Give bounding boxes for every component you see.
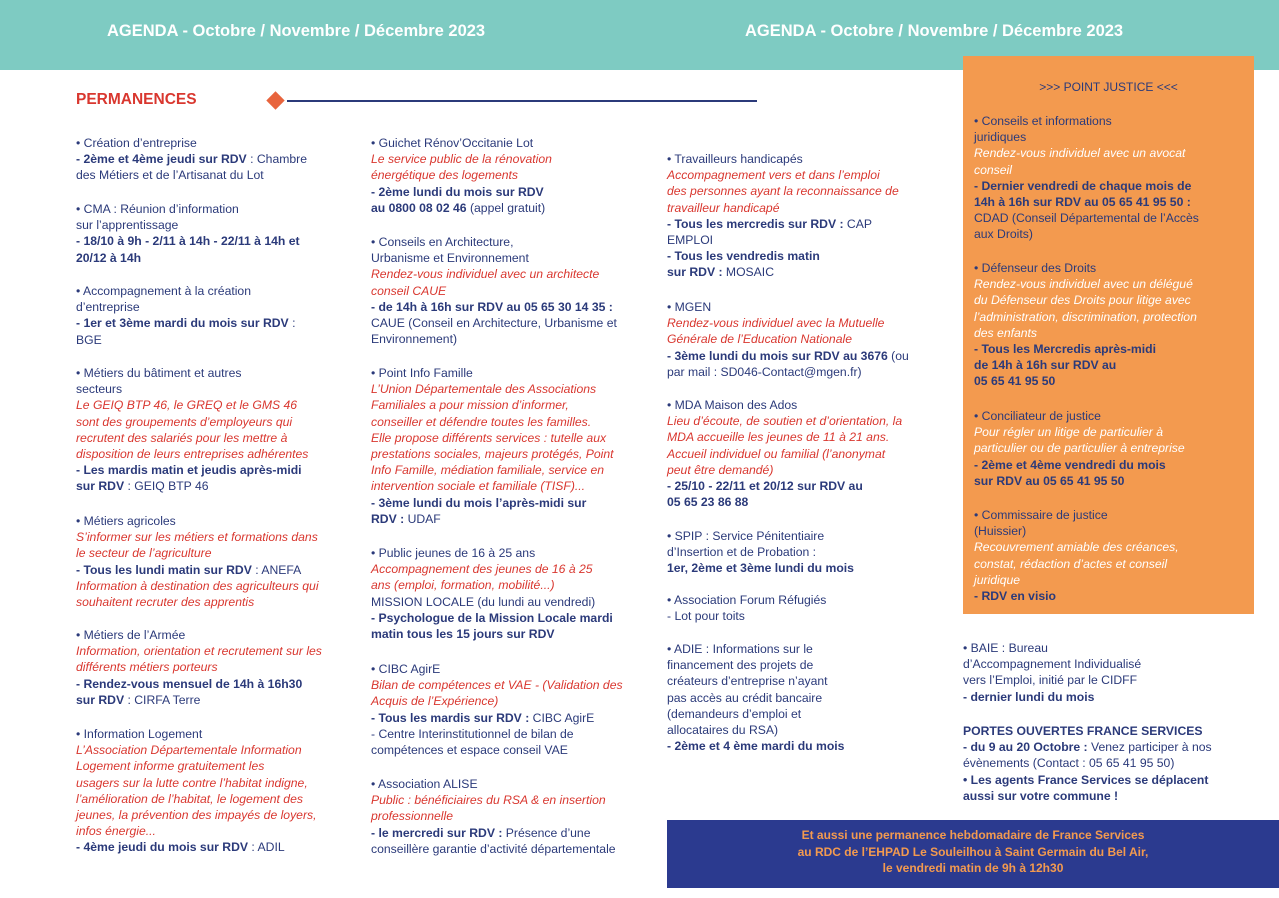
text-line: • ADIE : Informations sur le	[667, 642, 813, 656]
text-line: - Dernier vendredi de chaque mois de	[974, 178, 1192, 193]
entry-block	[667, 299, 909, 380]
entry-block	[76, 365, 308, 495]
text-line: professionnelle	[371, 809, 453, 824]
text-line: jeunes, la prévention des impayés de loyers,	[76, 808, 317, 823]
entry-block	[667, 641, 844, 754]
text-line: L’Association Départementale Information	[76, 743, 302, 758]
text-line: • MDA Maison des Ados	[667, 398, 798, 412]
text-line: • Accompagnement à la création	[76, 284, 251, 298]
text-line: • Métiers du bâtiment et autres	[76, 366, 242, 380]
plain-text: : GEIQ BTP 46	[124, 479, 209, 494]
text-line: sur l’apprentissage	[76, 218, 179, 233]
text-line: 1er, 2ème et 3ème lundi du mois	[667, 561, 854, 576]
text-line: (Huissier)	[974, 524, 1027, 539]
text-line: Information, orientation et recrutement sur les	[76, 644, 322, 659]
plain-text: : ANEFA	[251, 562, 302, 577]
footer-line: au RDC de l’EHPAD Le Souleilhou à Saint Germain du Bel Air,	[797, 844, 1149, 859]
text-line	[667, 216, 899, 232]
text-line: évènements (Contact : 05 65 41 95 50)	[963, 756, 1175, 771]
entry-block	[76, 726, 317, 856]
text-line: Accueil individuel ou familial (l’anonymat	[667, 446, 886, 461]
entry-block	[667, 528, 854, 577]
text-line: BGE	[76, 332, 102, 347]
text-line: • Association Forum Réfugiés	[667, 593, 827, 607]
text-line: • Conseils en Architecture,	[371, 235, 514, 249]
text-line	[76, 692, 322, 708]
entry-block	[974, 113, 1249, 243]
text-line: - RDV en visio	[974, 589, 1056, 604]
entry-block	[76, 135, 307, 184]
text-line: constat, rédaction d’actes et conseil	[974, 556, 1168, 571]
text-line: Rendez-vous individuel avec un avocat	[974, 146, 1186, 161]
text-line: EMPLOI	[667, 233, 714, 248]
text-line: des enfants	[974, 325, 1038, 340]
bold-text: - Tous les mercredis sur RDV :	[667, 216, 844, 231]
text-line: l’administration, discrimination, protection	[974, 309, 1197, 324]
text-line: • Association ALISE	[371, 777, 478, 791]
text-line: • Conciliateur de justice	[974, 409, 1101, 423]
text-line	[667, 264, 899, 280]
text-line: recrutent des salariés pour les mettre à	[76, 430, 288, 445]
bold-text: - Tous les mardis sur RDV :	[371, 710, 530, 725]
bold-text: - Tous les lundi matin sur RDV	[76, 562, 252, 577]
entry-block	[371, 661, 623, 758]
text-line	[371, 511, 614, 527]
entry-block	[371, 365, 614, 527]
text-line: Acquis de l’Expérience)	[371, 694, 499, 709]
text-line: - 2ème lundi du mois sur RDV	[371, 184, 544, 199]
plain-text: :	[288, 316, 296, 331]
text-line: - 2ème et 4ème vendredi du mois	[974, 457, 1166, 472]
text-line: • Point Info Famille	[371, 366, 473, 380]
text-line: • Création d’entreprise	[76, 136, 197, 150]
text-line	[963, 739, 1212, 755]
text-line	[371, 825, 616, 841]
text-line: Urbanisme et Environnement	[371, 251, 529, 266]
text-line: Générale de l’Education Nationale	[667, 332, 852, 347]
text-line: - Tous les Mercredis après-midi	[974, 342, 1156, 357]
bold-text: - 4ème jeudi du mois sur RDV	[76, 840, 249, 855]
entry-block	[76, 283, 295, 348]
header-title-left: AGENDA - Octobre / Novembre / Décembre 2023	[107, 22, 486, 40]
text-line: pas accès au crédit bancaire	[667, 690, 823, 705]
text-line: Rendez-vous individuel avec un délégué	[974, 277, 1193, 292]
text-line: - Psychologue de la Mission Locale mardi	[371, 610, 613, 625]
text-line: créateurs d’entreprise n’ayant	[667, 674, 828, 689]
text-line: conseil	[974, 162, 1012, 177]
text-line: Elle propose différents services : tutelle aux	[371, 430, 607, 445]
text-line: • Information Logement	[76, 727, 203, 741]
text-line: • Métiers agricoles	[76, 514, 176, 528]
plain-text: UDAF	[404, 511, 441, 526]
text-line: - 18/10 à 9h - 2/11 à 14h - 22/11 à 14h et	[76, 234, 300, 249]
text-line: Lieu d’écoute, de soutien et d’orientation, la	[667, 414, 903, 429]
text-line: Accompagnement vers et dans l’emploi	[667, 168, 880, 183]
entry-block	[667, 592, 826, 624]
text-line: allocataires du RSA)	[667, 723, 779, 738]
text-line: énergétique des logements	[371, 168, 519, 183]
section-divider	[287, 100, 757, 102]
text-line: MDA accueille les jeunes de 11 à 21 ans.	[667, 430, 890, 445]
text-line	[667, 348, 909, 364]
bold-text: - 2ème et 4ème jeudi sur RDV	[76, 152, 247, 167]
entry-block	[76, 513, 319, 610]
entry-block	[974, 260, 1249, 390]
text-line: Pour régler un litige de particulier à	[974, 425, 1164, 440]
text-line: le secteur de l’agriculture	[76, 546, 212, 561]
text-line: Le GEIQ BTP 46, le GREQ et le GMS 46	[76, 398, 298, 413]
bold-text: sur RDV	[76, 692, 125, 707]
plain-text: Présence d’une	[502, 825, 591, 840]
text-line: • CIBC AgirE	[371, 662, 441, 676]
text-line	[76, 562, 319, 578]
text-line: par mail : SD046-Contact@mgen.fr)	[667, 364, 862, 379]
text-line: 20/12 à 14h	[76, 250, 142, 265]
plain-text: (appel gratuit)	[466, 200, 546, 215]
footer-line: Et aussi une permanence hebdomadaire de France Services	[801, 828, 1145, 842]
text-line: d’Insertion et de Probation :	[667, 545, 817, 560]
point-justice-panel	[963, 56, 1254, 614]
footer-line: le vendredi matin de 9h à 12h30	[882, 861, 1064, 875]
text-line: des personnes ayant la reconnaissance de	[667, 184, 899, 199]
text-line: - 3ème lundi du mois l’après-midi sur	[371, 495, 587, 510]
text-line: - 25/10 - 22/11 et 20/12 sur RDV au	[667, 479, 863, 494]
text-line: • SPIP : Service Pénitentiaire	[667, 529, 825, 543]
text-line: - Les mardis matin et jeudis après-midi	[76, 463, 302, 478]
text-line: • Métiers de l’Armée	[76, 628, 186, 642]
text-line: particulier ou de particulier à entreprise	[974, 441, 1185, 456]
text-line: différents métiers porteurs	[76, 660, 218, 675]
bold-text: - le mercredi sur RDV :	[371, 825, 503, 840]
footer-banner	[667, 820, 1279, 888]
text-line: CDAD (Conseil Départemental de l’Accès	[974, 211, 1199, 226]
text-line: • CMA : Réunion d’information	[76, 202, 239, 216]
text-line: Information à destination des agriculteurs qui	[76, 578, 319, 593]
text-line: Rendez-vous individuel avec la Mutuelle	[667, 316, 885, 331]
text-line	[371, 200, 552, 216]
text-line: d’entreprise	[76, 300, 140, 315]
bold-text: au 0800 08 02 46	[371, 200, 467, 215]
text-line: - Tous les vendredis matin	[667, 249, 820, 264]
text-line: - Rendez-vous mensuel de 14h à 16h30	[76, 676, 303, 691]
text-line: des Métiers et de l’Artisanat du Lot	[76, 168, 264, 183]
entry-block	[76, 627, 322, 708]
text-line: - Lot pour toits	[667, 609, 745, 624]
text-line: 05 65 41 95 50	[974, 374, 1056, 389]
text-line: secteurs	[76, 382, 123, 397]
text-line: prestations sociales, majeurs protégés, Point	[371, 447, 614, 462]
text-line: 05 65 23 86 88	[667, 495, 749, 510]
entry-block	[974, 408, 1249, 489]
text-line: • Commissaire de justice	[974, 508, 1108, 522]
text-line: • Défenseur des Droits	[974, 261, 1097, 275]
entry-block	[371, 545, 613, 642]
bold-text: RDV :	[371, 511, 405, 526]
text-line: conseillère garantie d’activité départementale	[371, 841, 616, 856]
text-line: de 14h à 16h sur RDV au	[974, 358, 1117, 373]
text-line	[76, 478, 308, 494]
text-line: 14h à 16h sur RDV au 05 65 41 95 50 :	[974, 195, 1191, 210]
entry-block	[667, 151, 899, 281]
plain-text: (ou	[887, 348, 909, 363]
entry-block	[963, 640, 1141, 705]
bold-text: - 1er et 3ème mardi du mois sur RDV	[76, 316, 289, 331]
text-line: • Conseils et informations	[974, 114, 1112, 128]
text-line: - dernier lundi du mois	[963, 689, 1095, 704]
text-line: - de 14h à 16h sur RDV au 05 65 30 14 35 :	[371, 299, 613, 314]
text-line: juridiques	[974, 130, 1027, 145]
text-line: • Guichet Rénov’Occitanie Lot	[371, 136, 534, 150]
text-line	[76, 839, 317, 855]
text-line	[76, 151, 307, 167]
text-line: - 2ème et 4 ème mardi du mois	[667, 739, 845, 754]
entry-block	[76, 201, 300, 266]
text-line: Recouvrement amiable des créances,	[974, 540, 1179, 555]
bold-text: - 3ème lundi du mois sur RDV au 3676	[667, 348, 888, 363]
text-line: Le service public de la rénovation	[371, 152, 552, 167]
text-line: • MGEN	[667, 300, 712, 314]
text-line: - Centre Interinstitutionnel de bilan de	[371, 726, 574, 741]
text-line: aux Droits)	[974, 227, 1033, 242]
diamond-icon	[266, 91, 284, 109]
bold-text: sur RDV :	[667, 265, 723, 280]
text-line: ans (emploi, formation, mobilité...)	[371, 578, 555, 593]
text-line: du Défenseur des Droits pour litige avec	[974, 293, 1191, 308]
text-line: disposition de leurs entreprises adhérentes	[76, 447, 309, 462]
point-justice-title: >>> POINT JUSTICE <<<	[1039, 80, 1178, 94]
text-line: l’amélioration de l’habitat, le logement des	[76, 791, 303, 806]
text-line: souhaitent recruter des apprentis	[76, 595, 255, 610]
text-line: conseiller et défendre toutes les familles.	[371, 414, 592, 429]
text-line: PORTES OUVERTES FRANCE SERVICES	[963, 724, 1203, 738]
text-line: peut être demandé)	[667, 462, 774, 477]
text-line: Logement informe gratuitement les	[76, 759, 265, 774]
text-line: • Public jeunes de 16 à 25 ans	[371, 546, 536, 560]
text-line: intervention sociale et familiale (TISF)...	[371, 479, 586, 494]
text-line: • Travailleurs handicapés	[667, 152, 803, 166]
text-line: • BAIE : Bureau	[963, 641, 1048, 655]
plain-text: CIBC AgirE	[529, 710, 595, 725]
text-line: L’Union Départementale des Associations	[371, 382, 597, 397]
entry-block	[667, 397, 902, 510]
text-line: • Les agents France Services se déplacent	[963, 772, 1209, 787]
text-line: matin tous les 15 jours sur RDV	[371, 627, 555, 642]
text-line: Accompagnement des jeunes de 16 à 25	[371, 562, 593, 577]
text-line: conseil CAUE	[371, 283, 447, 298]
entry-block	[371, 234, 617, 347]
text-line: sur RDV au 05 65 41 95 50	[974, 473, 1125, 488]
text-line: S’informer sur les métiers et formations dans	[76, 530, 318, 545]
text-line: compétences et espace conseil VAE	[371, 743, 568, 758]
entry-block	[371, 776, 616, 857]
text-line: Environnement)	[371, 332, 458, 347]
text-line: juridique	[974, 572, 1021, 587]
text-line: aussi sur votre commune !	[963, 788, 1119, 803]
text-line: vers l’Emploi, initié par le CIDFF	[963, 673, 1138, 688]
text-line: Public : bénéficiaires du RSA & en insertion	[371, 793, 606, 808]
text-line: Familiales a pour mission d’informer,	[371, 398, 569, 413]
text-line	[76, 315, 295, 331]
text-line: d’Accompagnement Individualisé	[963, 657, 1142, 672]
text-line: infos énergie...	[76, 824, 156, 839]
plain-text: Venez participer à nos	[1087, 740, 1212, 755]
text-line: financement des projets de	[667, 658, 814, 673]
text-line: MISSION LOCALE (du lundi au vendredi)	[371, 594, 596, 609]
plain-text: : Chambre	[246, 152, 307, 167]
text-line: Info Famille, médiation familiale, service en	[371, 463, 605, 478]
text-line: Rendez-vous individuel avec un architecte	[371, 267, 600, 282]
text-line: (demandeurs d’emploi et	[667, 706, 802, 721]
text-line: CAUE (Conseil en Architecture, Urbanisme et	[371, 316, 617, 331]
entry-block	[963, 723, 1212, 804]
section-title: PERMANENCES	[76, 91, 197, 108]
plain-text: MOSAIC	[722, 265, 774, 280]
entry-block	[974, 507, 1249, 604]
entry-block	[371, 135, 552, 216]
plain-text: : ADIL	[248, 840, 285, 855]
bold-text: sur RDV	[76, 479, 125, 494]
plain-text: : CIRFA Terre	[124, 692, 201, 707]
bold-text: - du 9 au 20 Octobre :	[963, 740, 1088, 755]
text-line	[371, 710, 623, 726]
text-line: sont des groupements d’employeurs qui	[76, 414, 293, 429]
text-line: travailleur handicapé	[667, 200, 780, 215]
text-line: usagers sur la lutte contre l’habitat indigne,	[76, 775, 308, 790]
plain-text: CAP	[843, 216, 872, 231]
text-line: Bilan de compétences et VAE - (Validation des	[371, 678, 623, 693]
header-title-right: AGENDA - Octobre / Novembre / Décembre 2023	[745, 22, 1124, 40]
